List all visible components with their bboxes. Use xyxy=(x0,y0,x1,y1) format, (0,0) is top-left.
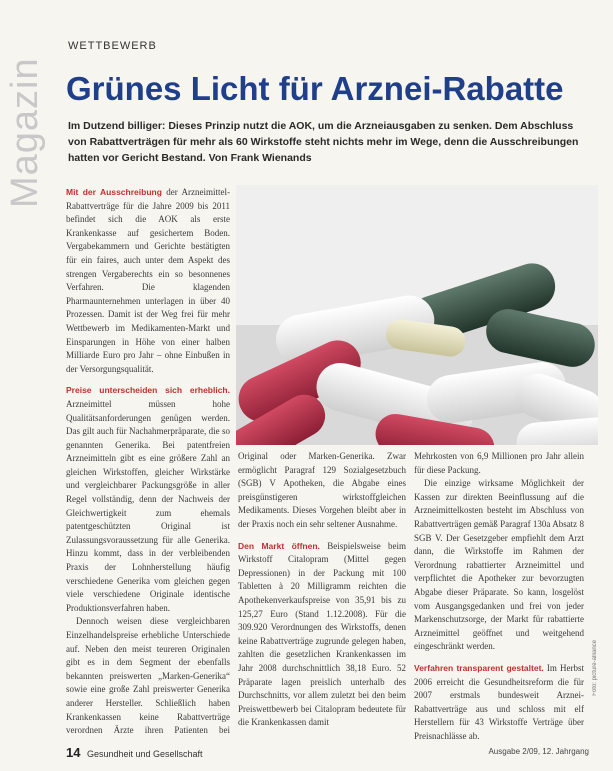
lead-text: Im Dutzend billiger: Dieses Prinzip nutzt die AOK, um die Arzneiausgaben zu senken. Dem Abschluss von Rabattverträgen für mehr als 60 Wirkstoffe steht nichts mehr im Wege, denn die Ausschreibungen hatten vor Gericht Bestand. xyxy=(68,120,579,164)
col1-paragraph-1 xyxy=(66,186,230,376)
col1-paragraph-3: Dennoch weisen diese vergleichbaren Einzelhandelspreise erhebliche Unterschiede auf. Neben den meist teureren Originalen gibt es in dem Segment der ebenfalls bekannten preiswerten „Marken-Generika“ sowie eine große Zahl preiswerter Generika anderer Hersteller. Schließlich haben Krankenkassen keine Rabattverträge verordnen Ärzte ihren Patienten bei xyxy=(66,616,230,736)
col3-paragraph-3 xyxy=(414,662,584,740)
col1-p1-label: Mit der Ausschreibung xyxy=(66,187,162,197)
photo-credit: Foto: picture-alliance xyxy=(592,640,598,696)
lead-author: Von Frank Wienands xyxy=(208,152,312,164)
page-number: 14 xyxy=(66,745,81,760)
col2-p2-label: Den Markt öffnen. xyxy=(238,540,320,551)
pills-illustration xyxy=(236,185,598,445)
footer-left xyxy=(66,745,203,760)
section-vertical-label: Magazin xyxy=(4,57,46,208)
magazine-name: Gesundheit und Gesellschaft xyxy=(86,749,203,759)
col2-paragraph-2 xyxy=(238,540,406,730)
col1-p1-text: der Arzneimittel-Rabattverträge für die Jahre 2009 bis 2011 befindet sich die AOK als erste Krankenkasse auf gesichertem Boden. Vergabekammern und Gerichte bestätigten für ein faires, auch unter dem Aspekt des strengen Vergaberechts ein so besonnenes Verfahren. Die klagenden Pharmaunternehmen unterlagen in über 40 Prozessen. Damit ist der Weg frei für mehr Wettbewerb im Medikamenten-Markt und Einsparungen in Höhe von einer halben Milliarde Euro pro Jahr – ohne Einbußen in der Versorgungsqualität. xyxy=(66,187,230,374)
headline: Grünes Licht für Arznei-Rabatte xyxy=(66,70,564,107)
col3-p3-label: Verfahren transparent gestaltet. xyxy=(414,662,544,673)
lead xyxy=(68,118,593,166)
col1-p2-label: Preise unterscheiden sich erheblich. xyxy=(66,385,230,396)
col2-p2-text: Beispielsweise beim Wirkstoff Citalopram (Mittel gegen Depressionen) in der Packung mit 100 Tabletten à 20 Milligramm reichten die Apothekenverkaufspreise von 35,91 bis zu 125,27 Euro (Stand 1.12.2008). Für die 309.920 Verordnungen des Wirkstoffs, denen keine Rabattverträge zugrunde gelegen haben, zahlten die gesetzlichen Krankenkassen im Jahr 2008 durchschnittlich 38,18 Euro. 52 Präparate lagen preislich unterhalb des Durchschnitts, vor allem zuletzt bei den beim Preiswettbewerb bei Citalopram bedeutete für die Krankenkassen damit xyxy=(238,540,406,728)
column-1 xyxy=(66,186,230,738)
column-3 xyxy=(414,450,584,740)
col2-paragraph-1: Original oder Marken-Generika. Zwar ermöglicht Paragraf 129 Sozialgesetzbuch (SGB) V Apotheken, die Abgabe eines preisgünstigeren wirkstoffgleichen Medikaments. Dieses Vorgehen bleibt aber in der Praxis noch ein sehr seltener Ausnahme. xyxy=(238,451,406,529)
col3-paragraph-1: Mehrkosten von 6,9 Millionen pro Jahr allein für diese Packung. xyxy=(414,451,584,475)
col1-paragraph-2 xyxy=(66,384,230,615)
col3-paragraph-2: Die einzige wirksame Möglichkeit der Kassen zur direkten Beeinflussung auf die Arzneimittelkosten besteht im Abschluss von Rabattverträgen gemäß Paragraf 130a Absatz 8 SGB V. Der Gesetzgeber empfiehlt dem Arzt dann, die Wirkstoffe im Rahmen der Verordnung rabattierter Arzneimittel und verpflichtet die Apotheker zur bevorzugten Abgabe dieser Präparate. So kann, losgelöst vom Ausgangsgedanken und frei von jeder Markenschutzsorge, der Markt für rabattierte Arzneimittel geöffnet und weitgehend eingeschränkt werden. xyxy=(414,478,584,652)
col3-p3-text: Im Herbst 2006 erreicht die Gesundheitsreform die für 2007 erstmals bundesweit Arznei-Rabattverträge aus und schloss mit elf Herstellern für 43 Wirkstoffe Verträge über Preisnachlässe ab. xyxy=(414,662,584,740)
column-2 xyxy=(238,450,406,740)
col1-p2-text: Arzneimittel müssen hohe Qualitätsanforderungen genügen werden. Das gilt auch für Nachahmerpräparate, die so genannten Generika. Bei patentfreien Arzneimitteln gibt es eine größere Zahl an gleichen Wirkstoffen, gleicher Wirkstärke und vergleichbarer Packungsgröße in aller Regel vollständig, denn der Nachweis der Gleichwertigkeit zum ehemals patentgeschützten Original ist Zulassungsvoraussetzung für alle Generika. Hinzu kommt, dass in der verbleibenden Praxis der Lohnherstellung häufig verschiedene Generika vom gleichen gegen viele verschiedene Originale identische Produktionsverfahren haben. xyxy=(66,398,230,613)
issue-info: Ausgabe 2/09, 12. Jahrgang xyxy=(488,747,589,756)
kicker: WETTBEWERB xyxy=(68,40,157,52)
pills-photo xyxy=(236,185,598,445)
